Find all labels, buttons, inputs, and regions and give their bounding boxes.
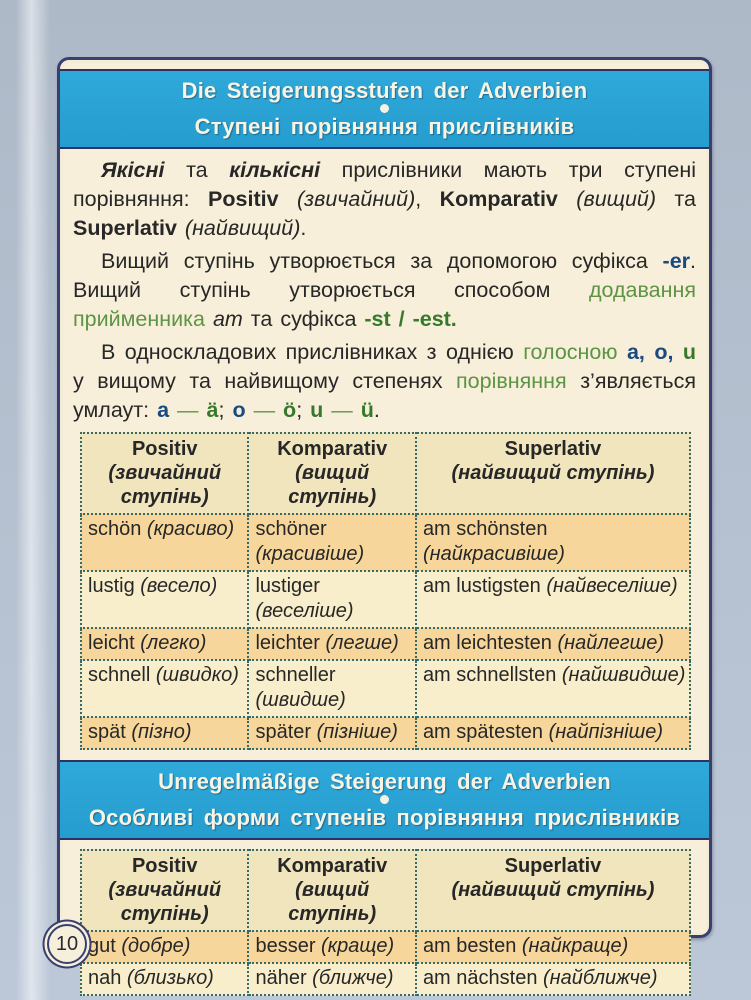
header-degree-translation: (звичайний ступінь) bbox=[108, 879, 222, 925]
text-segment: Вищий ступінь утворюється за допомогою суфікса bbox=[101, 249, 663, 273]
table-header-cell bbox=[416, 433, 690, 514]
text-segment: Superlativ bbox=[73, 216, 177, 240]
german-adverb: lustiger bbox=[255, 575, 320, 597]
german-adverb: gut bbox=[88, 935, 116, 957]
text-segment: В односкладових прислівниках з однією bbox=[101, 340, 524, 364]
table-row bbox=[81, 571, 690, 628]
section1-title-ukrainian: Ступені порівняння прислівників bbox=[194, 114, 575, 139]
table-cell bbox=[416, 660, 690, 717]
table-cell bbox=[416, 717, 690, 749]
table-cell bbox=[248, 963, 415, 995]
german-adverb: schnell bbox=[88, 664, 151, 686]
german-adverb: später bbox=[255, 721, 312, 743]
page-number: 10 bbox=[55, 932, 79, 955]
german-adverb: spät bbox=[88, 721, 126, 743]
table-cell bbox=[81, 628, 248, 660]
text-segment: a bbox=[157, 398, 170, 422]
text-segment: ; bbox=[296, 398, 311, 422]
text-segment: — bbox=[245, 398, 284, 422]
german-adverb: nah bbox=[88, 967, 122, 989]
german-adverb: lustig bbox=[88, 575, 135, 597]
table-cell bbox=[248, 571, 415, 628]
header-degree-name: Positiv bbox=[131, 855, 198, 877]
irregular-comparison-table bbox=[80, 849, 691, 996]
table-cell bbox=[248, 717, 415, 749]
comparison-table2-wrap bbox=[60, 840, 709, 996]
text-segment: та суфікса bbox=[242, 307, 365, 331]
table-cell bbox=[81, 717, 248, 749]
table-cell bbox=[81, 660, 248, 717]
table-row bbox=[81, 628, 690, 660]
ukrainian-translation: (красиво) bbox=[141, 518, 235, 540]
text-segment: порівняння bbox=[456, 369, 567, 393]
german-adverb: am spätesten bbox=[422, 721, 544, 743]
german-adverb: am leichtesten bbox=[422, 632, 552, 654]
ukrainian-translation: (найкраще) bbox=[516, 935, 629, 957]
separator-dot bbox=[380, 795, 389, 804]
paragraph bbox=[73, 156, 696, 243]
text-segment: додавання прийменника bbox=[73, 278, 696, 331]
german-adverb: schneller bbox=[255, 664, 336, 686]
table-cell bbox=[81, 931, 248, 963]
text-segment: a, o, bbox=[626, 340, 683, 364]
text-segment: та bbox=[656, 187, 696, 211]
header-degree-name: Superlativ bbox=[504, 855, 602, 877]
ukrainian-translation: (найшвидше) bbox=[556, 664, 686, 686]
german-adverb: am nächsten bbox=[422, 967, 538, 989]
ukrainian-translation: (найближче) bbox=[537, 967, 658, 989]
header-degree-translation: (вищий ступінь) bbox=[288, 462, 377, 508]
text-segment: (вищий) bbox=[557, 187, 657, 211]
table-header-cell bbox=[248, 433, 415, 514]
table-cell bbox=[416, 931, 690, 963]
paragraph bbox=[73, 247, 696, 334]
text-segment bbox=[205, 307, 213, 331]
text-segment: прислівники мають три ступені порівняння: bbox=[73, 158, 696, 211]
table-row bbox=[81, 514, 690, 571]
text-segment: am bbox=[212, 307, 243, 331]
comparison-table1-wrap bbox=[60, 429, 709, 750]
text-segment: (звичайний) bbox=[278, 187, 416, 211]
ukrainian-translation: (краще) bbox=[315, 935, 395, 957]
table-cell bbox=[81, 514, 248, 571]
text-segment: u bbox=[310, 398, 324, 422]
table-cell bbox=[81, 963, 248, 995]
text-segment: з’являється умлаут: bbox=[73, 369, 697, 422]
section2-title-ukrainian: Особливі форми ступенів порівняння прислівників bbox=[88, 805, 681, 830]
text-segment: — bbox=[323, 398, 361, 422]
ukrainian-translation: (найлегше) bbox=[551, 632, 665, 654]
ukrainian-translation: (красивіше) bbox=[255, 543, 365, 565]
text-segment: u bbox=[682, 340, 697, 364]
german-adverb: am lustigsten bbox=[422, 575, 541, 597]
intro-text-block bbox=[60, 149, 709, 425]
table-header-cell bbox=[248, 850, 415, 931]
german-adverb: am schönsten bbox=[422, 518, 548, 540]
ukrainian-translation: (близько) bbox=[121, 967, 214, 989]
ukrainian-translation: (ближче) bbox=[306, 967, 394, 989]
text-segment: . Вищий ступінь утворюється способом bbox=[73, 249, 696, 302]
section2-title-german: Unregelmäßige Steigerung der Adverbien bbox=[158, 769, 611, 794]
table-cell bbox=[416, 963, 690, 995]
section1-title-german: Die Steigerungsstufen der Adverbien bbox=[181, 78, 588, 103]
german-adverb: näher bbox=[255, 967, 307, 989]
header-degree-name: Superlativ bbox=[504, 438, 602, 460]
header-degree-name: Komparativ bbox=[277, 438, 388, 460]
table-cell bbox=[416, 628, 690, 660]
ukrainian-translation: (весело) bbox=[134, 575, 218, 597]
table-cell bbox=[248, 931, 415, 963]
header-degree-name: Positiv bbox=[131, 438, 198, 460]
text-segment bbox=[618, 340, 627, 364]
text-segment: Komparativ bbox=[439, 187, 558, 211]
adverb-comparison-table bbox=[80, 432, 691, 750]
table-header-cell bbox=[81, 850, 248, 931]
text-segment: у вищому та найвищому степенях bbox=[73, 369, 457, 393]
text-segment: . bbox=[300, 216, 307, 240]
table-header-row bbox=[81, 433, 690, 514]
text-segment: Якісні bbox=[101, 158, 165, 182]
table-row bbox=[81, 931, 690, 963]
table-header-cell bbox=[81, 433, 248, 514]
ukrainian-translation: (легко) bbox=[134, 632, 207, 654]
header-degree-translation: (найвищий ступінь) bbox=[451, 462, 655, 484]
section1-header-band bbox=[60, 69, 709, 149]
table-cell bbox=[248, 628, 415, 660]
header-degree-translation: (звичайний ступінь) bbox=[108, 462, 222, 508]
text-segment: ; bbox=[218, 398, 233, 422]
ukrainian-translation: (найпізніше) bbox=[543, 721, 664, 743]
ukrainian-translation: (швидше) bbox=[255, 689, 346, 711]
text-segment: -er bbox=[662, 249, 691, 273]
header-degree-name: Komparativ bbox=[277, 855, 388, 877]
page-number-badge bbox=[47, 924, 87, 964]
table-cell bbox=[81, 571, 248, 628]
ukrainian-translation: (швидко) bbox=[150, 664, 239, 686]
text-segment: , bbox=[415, 187, 440, 211]
text-segment: ü bbox=[360, 398, 374, 422]
german-adverb: leichter bbox=[255, 632, 320, 654]
section2-header-band bbox=[60, 760, 709, 840]
ukrainian-translation: (найкрасивіше) bbox=[422, 543, 565, 565]
ukrainian-translation: (пізніше) bbox=[311, 721, 398, 743]
text-segment: кількісні bbox=[229, 158, 321, 182]
ukrainian-translation: (найвеселіше) bbox=[540, 575, 678, 597]
table-row bbox=[81, 660, 690, 717]
table-cell bbox=[416, 514, 690, 571]
ukrainian-translation: (пізно) bbox=[125, 721, 192, 743]
table-cell bbox=[416, 571, 690, 628]
ukrainian-translation: (добре) bbox=[115, 935, 191, 957]
german-adverb: am schnellsten bbox=[422, 664, 557, 686]
header-degree-translation: (найвищий ступінь) bbox=[451, 879, 655, 901]
text-segment: голосною bbox=[523, 340, 618, 364]
german-adverb: schöner bbox=[255, 518, 327, 540]
text-segment: (найвищий) bbox=[176, 216, 301, 240]
german-adverb: schön bbox=[88, 518, 142, 540]
german-adverb: besser bbox=[255, 935, 316, 957]
text-segment: -st / -est. bbox=[364, 307, 457, 331]
header-degree-translation: (вищий ступінь) bbox=[288, 879, 377, 925]
paragraph bbox=[73, 338, 696, 425]
text-segment: ä bbox=[206, 398, 219, 422]
table-header-row bbox=[81, 850, 690, 931]
german-adverb: am besten bbox=[422, 935, 517, 957]
german-adverb: leicht bbox=[88, 632, 135, 654]
table-row bbox=[81, 717, 690, 749]
table-row bbox=[81, 963, 690, 995]
ukrainian-translation: (веселіше) bbox=[255, 600, 354, 622]
text-segment: . bbox=[373, 398, 380, 422]
text-segment: ö bbox=[283, 398, 297, 422]
table-header-cell bbox=[416, 850, 690, 931]
separator-dot bbox=[380, 104, 389, 113]
table-cell bbox=[248, 514, 415, 571]
text-segment: o bbox=[232, 398, 246, 422]
text-segment: Positiv bbox=[208, 187, 279, 211]
text-segment: та bbox=[164, 158, 230, 182]
text-segment: — bbox=[169, 398, 207, 422]
table-cell bbox=[248, 660, 415, 717]
ukrainian-translation: (легше) bbox=[319, 632, 399, 654]
